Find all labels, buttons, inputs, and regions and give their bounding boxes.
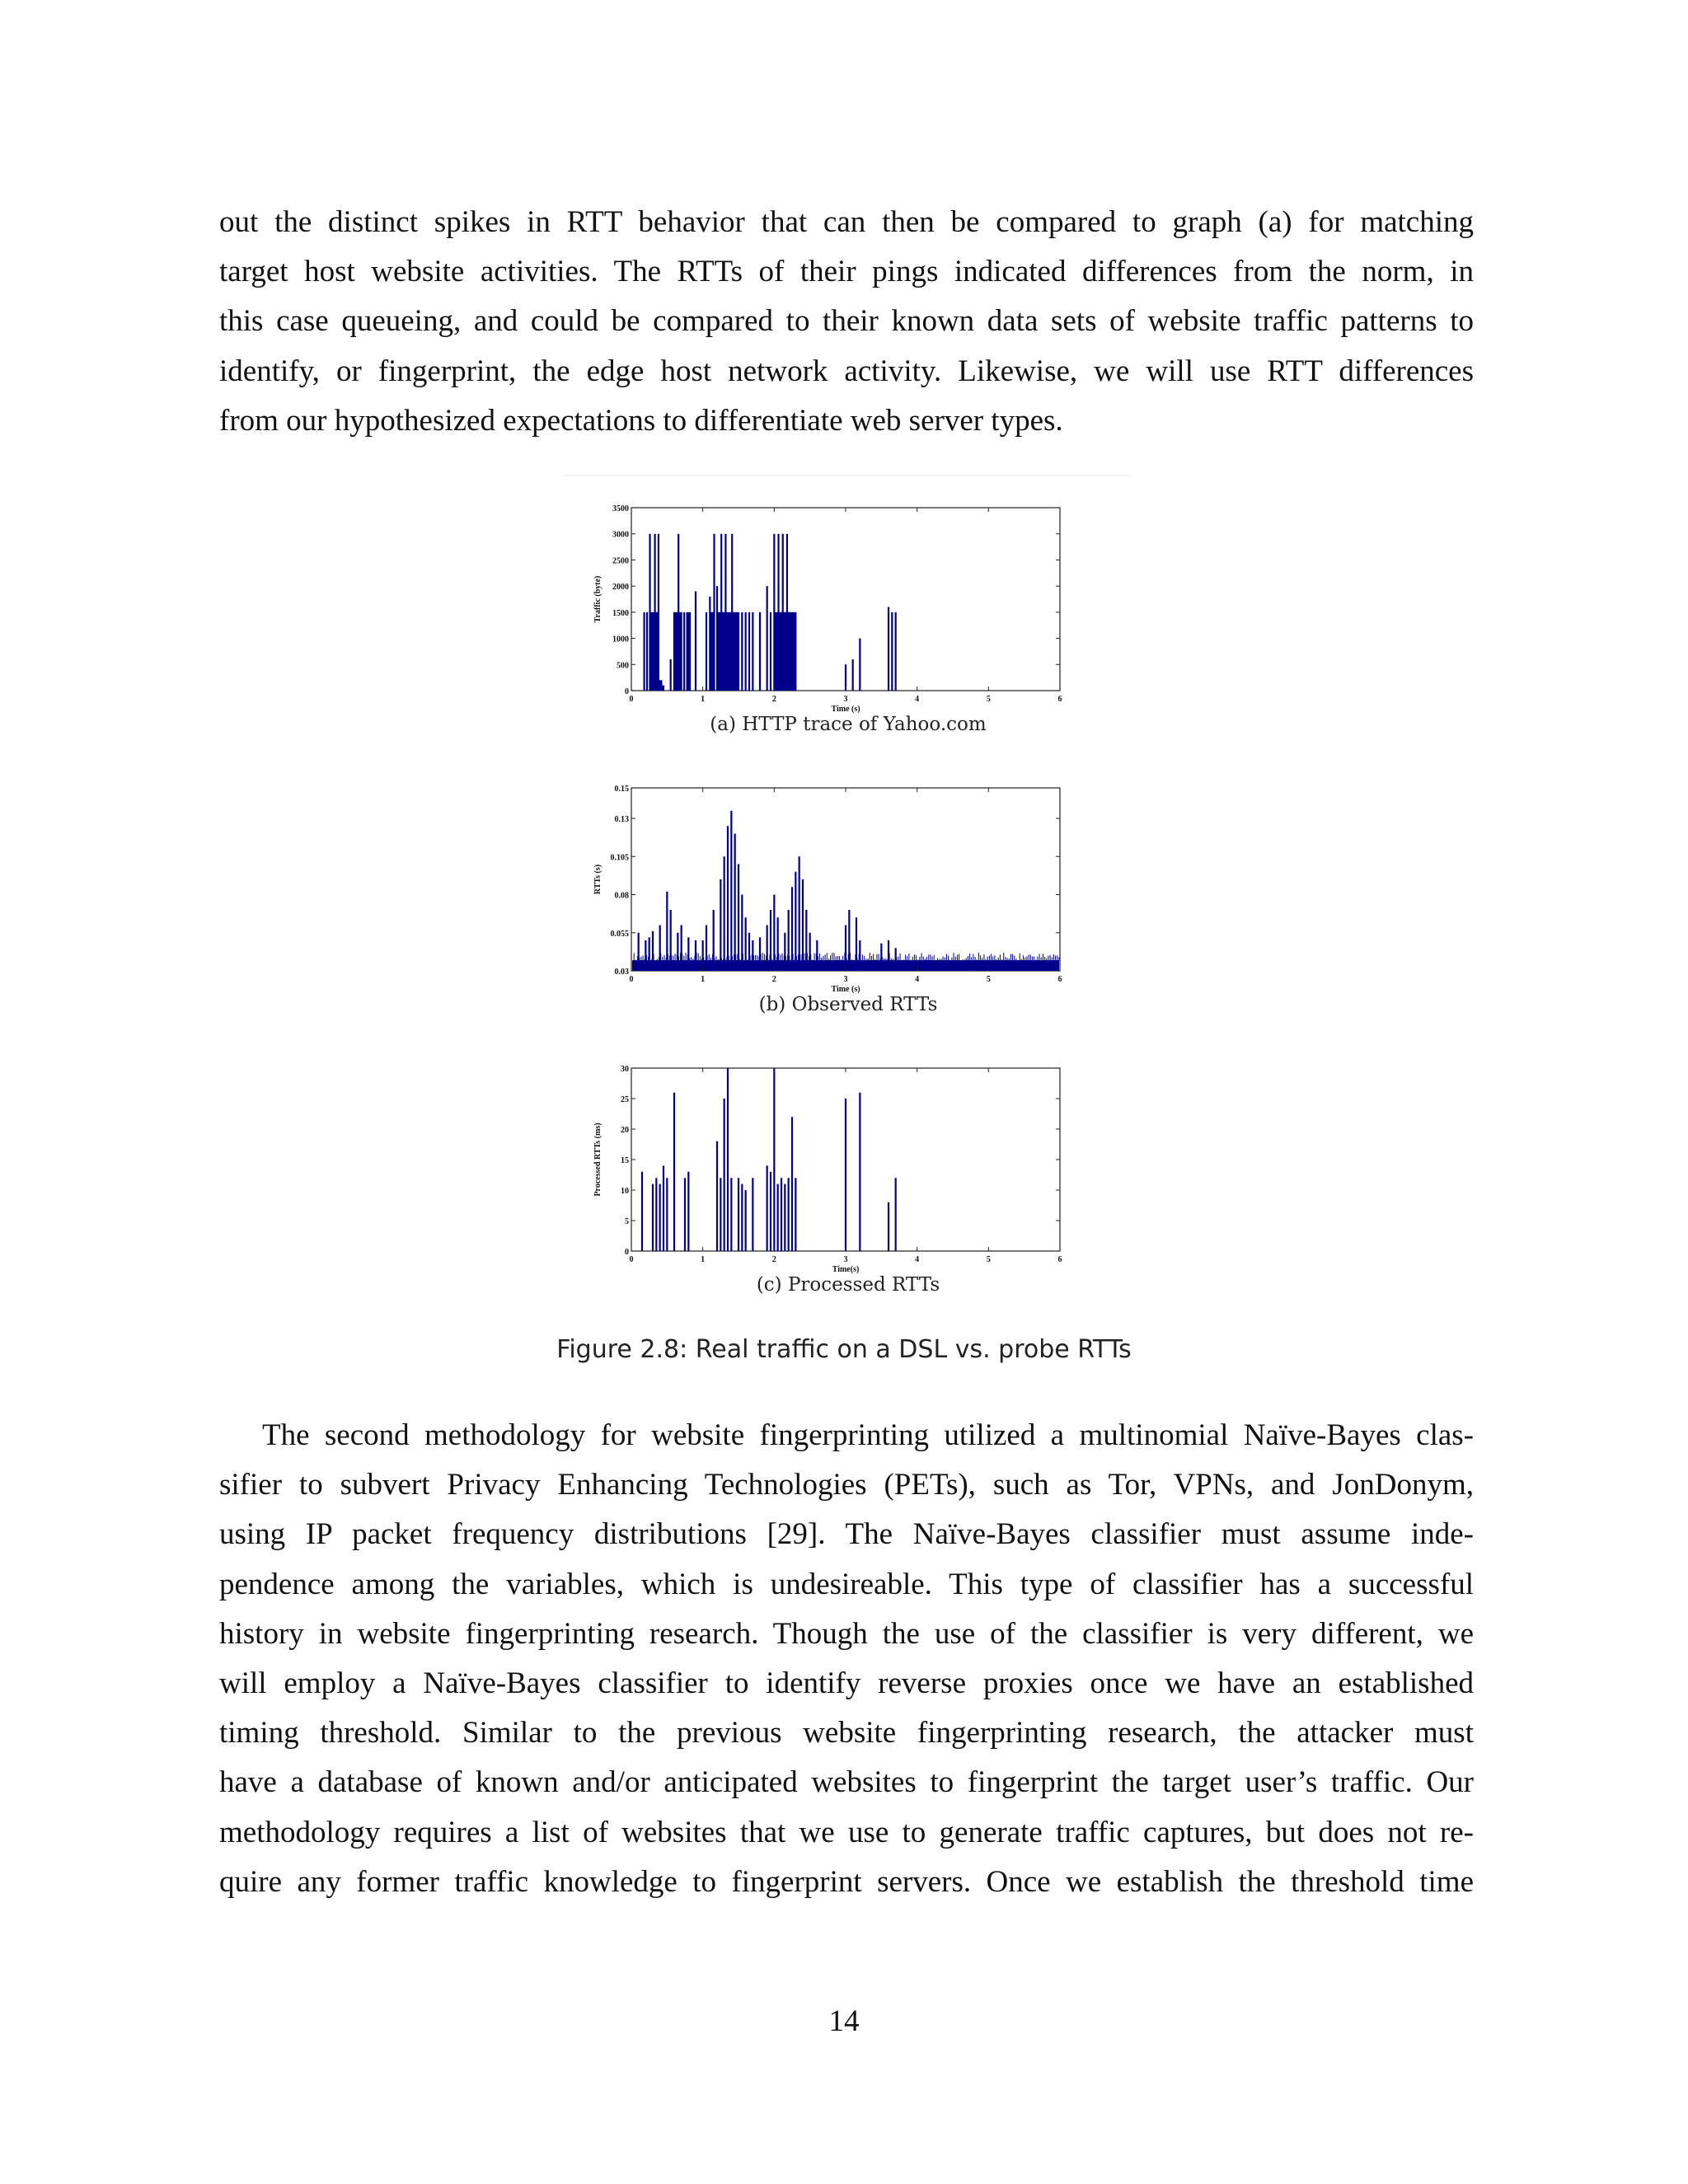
x-tick-label: 6 [1057, 1255, 1062, 1264]
x-tick-label: 4 [915, 1255, 920, 1264]
text-line: using IP packet frequency distributions [29]. The Naïve-Bayes classifier must assume inde- [219, 1517, 1474, 1552]
x-tick-label: 1 [701, 975, 706, 984]
bar-cluster [655, 612, 658, 691]
x-tick-label: 5 [986, 695, 991, 704]
x-tick-label: 1 [701, 1255, 706, 1264]
y-axis-label: RTTs (s) [593, 864, 603, 895]
text-line: pendence among the variables, which is undesireable. This type of classifier has a successful [219, 1567, 1474, 1601]
text-line: history in website fingerprinting research. Though the use of the classifier is very different, we [219, 1616, 1474, 1651]
text-line: from our hypothesized expectations to differentiate web server types. [219, 403, 1063, 438]
x-tick-label: 0 [629, 695, 634, 704]
y-tick-label: 3500 [612, 504, 629, 513]
chart-http-trace [565, 498, 1131, 720]
bar-cluster [661, 686, 663, 691]
x-axis-label: Time(s) [832, 1265, 860, 1274]
x-tick-label: 0 [629, 975, 634, 984]
x-tick-label: 0 [629, 1255, 634, 1264]
bar-cluster [717, 612, 720, 691]
y-tick-label: 15 [621, 1156, 629, 1165]
y-tick-label: 30 [621, 1065, 629, 1074]
bar-cluster [677, 612, 679, 691]
bar-cluster [674, 612, 677, 691]
y-tick-label: 25 [621, 1095, 629, 1104]
subcaption-a: (a) HTTP trace of Yahoo.com [710, 714, 987, 735]
bar-cluster [779, 612, 781, 691]
x-tick-label: 1 [701, 695, 706, 704]
y-tick-label: 0.03 [614, 968, 629, 977]
y-axis-label: Processed RTTs (ms) [593, 1122, 603, 1197]
x-tick-label: 3 [843, 695, 848, 704]
text-line: this case queueing, and could be compared to their known data sets of website traffic patterns to [219, 304, 1474, 339]
y-tick-label: 2000 [612, 583, 629, 593]
x-tick-label: 4 [915, 695, 920, 704]
text-line: quire any former traffic knowledge to fingerprint servers. Once we establish the threshold time [219, 1864, 1474, 1899]
y-tick-label: 1000 [612, 635, 629, 644]
y-tick-label: 0.15 [614, 785, 629, 794]
text-line: identify, or fingerprint, the edge host network activity. Likewise, we will use RTT differences [219, 354, 1474, 388]
y-axis-label: Traffic (byte) [593, 575, 603, 623]
bar-cluster [787, 612, 790, 691]
bar-cluster [710, 612, 712, 691]
x-axis-label: Time (s) [831, 985, 860, 994]
x-tick-label: 3 [843, 975, 848, 984]
paragraph-top [219, 198, 1474, 446]
paragraph-bottom [219, 1411, 1474, 1907]
bar-cluster [659, 680, 661, 691]
text-line: will employ a Naïve-Bayes classifier to identify reverse proxies once we have an established [219, 1666, 1474, 1701]
y-tick-label: 0.13 [614, 815, 629, 824]
y-tick-label: 20 [621, 1126, 629, 1135]
y-tick-label: 2500 [612, 556, 629, 566]
bar-cluster [781, 612, 783, 691]
y-tick-label: 3000 [612, 530, 629, 540]
subcaption-c: (c) Processed RTTs [756, 1274, 940, 1296]
bar-cluster [794, 612, 796, 691]
x-tick-label: 5 [986, 975, 991, 984]
y-tick-label: 5 [625, 1217, 629, 1226]
bar-cluster [791, 612, 794, 691]
text-line: sifier to subvert Privacy Enhancing Technologies (PETs), such as Tor, VPNs, and JonDonym, [219, 1468, 1474, 1502]
x-tick-label: 6 [1057, 695, 1062, 704]
y-tick-label: 1500 [612, 608, 629, 618]
bar-cluster [790, 612, 792, 691]
bar-cluster [721, 612, 724, 691]
bar-cluster [732, 612, 734, 691]
bar-cluster [725, 612, 728, 691]
y-tick-label: 0.055 [610, 929, 629, 939]
y-tick-label: 10 [621, 1187, 629, 1196]
bar-cluster [728, 612, 730, 691]
x-tick-label: 2 [771, 695, 776, 704]
x-tick-label: 5 [986, 1255, 991, 1264]
bar-cluster [657, 612, 659, 691]
y-tick-label: 500 [617, 661, 629, 671]
figure [565, 473, 1131, 1309]
chart-processed-rtts [565, 1058, 1131, 1281]
bar-cluster [736, 612, 738, 691]
y-tick-label: 0.105 [610, 853, 629, 863]
bar-cluster [650, 612, 653, 691]
bar-cluster [774, 612, 776, 691]
bar-cluster [776, 612, 779, 691]
text-line: methodology requires a list of websites that we use to generate traffic captures, but does not re- [219, 1815, 1474, 1849]
y-tick-label: 0.08 [614, 891, 629, 901]
bar-cluster [783, 612, 785, 691]
y-tick-label: 0 [625, 687, 629, 696]
figure-caption: Figure 2.8: Real traffic on a DSL vs. probe RTTs [556, 1335, 1132, 1364]
bar-cluster [720, 612, 722, 691]
bar-cluster [712, 612, 715, 691]
text-line: timing threshold. Similar to the previous website fingerprinting research, the attacker must [219, 1716, 1474, 1750]
bar-cluster [785, 612, 787, 691]
chart-observed-rtts [565, 778, 1131, 1001]
bar-cluster [734, 612, 737, 691]
page-number: 14 [828, 2004, 860, 2038]
bar-cluster [653, 612, 655, 691]
x-tick-label: 4 [915, 975, 920, 984]
text-line: target host website activities. The RTTs of their pings indicated differences from the norm, in [219, 255, 1474, 289]
x-tick-label: 3 [843, 1255, 848, 1264]
bar-cluster [687, 612, 690, 691]
subcaption-b: (b) Observed RTTs [758, 994, 938, 1015]
y-tick-label: 0 [625, 1248, 629, 1257]
x-tick-label: 6 [1057, 975, 1062, 984]
x-axis-label: Time (s) [831, 705, 860, 714]
x-tick-label: 2 [771, 1255, 776, 1264]
text-line: out the distinct spikes in RTT behavior that can then be compared to graph (a) for matching [219, 205, 1474, 239]
bar-cluster [724, 612, 726, 691]
text-line: have a database of known and/or anticipated websites to fingerprint the target user’s traffic. Our [219, 1765, 1474, 1800]
bar-cluster [730, 612, 733, 691]
x-tick-label: 2 [771, 975, 776, 984]
bar-cluster [678, 612, 681, 691]
text-line: The second methodology for website fingerprinting utilized a multinomial Naïve-Bayes clas- [262, 1418, 1474, 1452]
